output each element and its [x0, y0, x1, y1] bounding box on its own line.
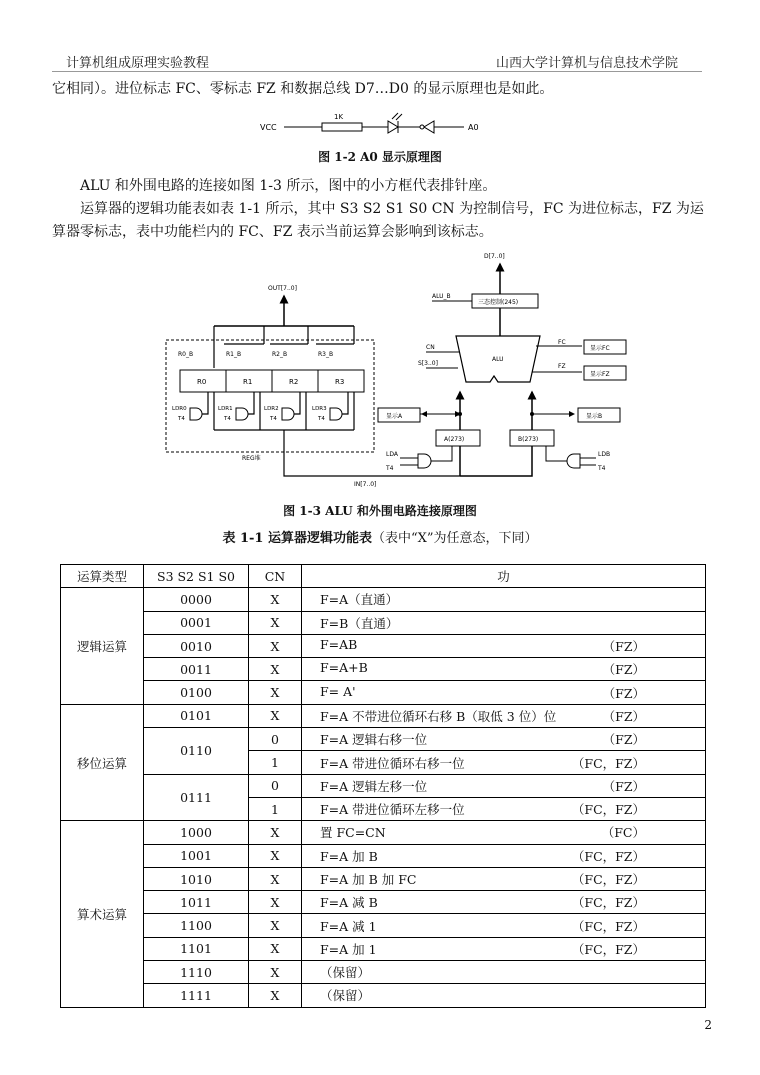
cell-code: 0110 — [144, 728, 249, 775]
table-row — [61, 867, 706, 890]
fig1-resistor-label: 1K — [334, 113, 344, 121]
table-row — [61, 658, 706, 681]
page-header-left: 计算机组成原理实验教程 — [66, 56, 210, 71]
fn-text: （保留） — [320, 965, 371, 981]
cell-code: 1000 — [144, 821, 249, 844]
in-bus-label: IN[7..0] — [354, 481, 377, 488]
table-row — [61, 588, 706, 611]
show-fz-label: 显示FZ — [590, 371, 610, 378]
fn-text: F=A 减 B — [320, 895, 378, 911]
cell-cn: 1 — [249, 797, 302, 820]
figure-a0-display — [260, 110, 520, 144]
fn-text: F=A 减 1 — [320, 918, 377, 934]
cell-function — [302, 634, 706, 657]
cell-cn: 1 — [249, 751, 302, 774]
fn-text: F=A 带进位循环左移一位 — [320, 802, 465, 818]
cell-code: 1111 — [144, 984, 249, 1007]
reg-file-label: REG堆 — [242, 455, 261, 462]
cell-code: 1110 — [144, 961, 249, 984]
header-cn: CN — [249, 565, 302, 588]
r2-bus-label: R2_B — [272, 351, 288, 358]
lda-and-gate — [418, 454, 431, 468]
cell-function — [302, 611, 706, 634]
cell-function — [302, 821, 706, 844]
table-row — [61, 984, 706, 1007]
table-title-note: （表中“X”为任意态，下同） — [371, 531, 538, 546]
ldr3-label: LDR3 — [312, 406, 327, 412]
t4-label-0: T4 — [178, 416, 185, 422]
ldr0-label: LDR0 — [172, 406, 187, 412]
cell-code: 1100 — [144, 914, 249, 937]
cell-cn: X — [249, 891, 302, 914]
cn-label: CN — [426, 344, 435, 351]
cell-code: 0000 — [144, 588, 249, 611]
table-row — [61, 611, 706, 634]
cell-function — [302, 774, 706, 797]
t4-label-3: T4 — [318, 416, 325, 422]
led-symbol — [388, 121, 398, 133]
figure-1-3-caption: 图 1-3 ALU 和外围电路连接原理图 — [283, 504, 477, 518]
fn-flags: （FC，FZ） — [571, 941, 645, 957]
cell-function — [302, 681, 706, 704]
header-function: 功 — [302, 565, 706, 588]
ldb-label: LDB — [598, 451, 611, 458]
ldb-t4-label: T4 — [598, 465, 606, 472]
resistor-symbol — [322, 123, 362, 131]
table-row — [61, 681, 706, 704]
figure-1-2-caption: 图 1-2 A0 显示原理图 — [318, 150, 442, 164]
fn-text: F=A 逻辑左移一位 — [320, 778, 428, 794]
ldr3-and-gate — [330, 408, 342, 420]
fn-flags: （FZ） — [602, 662, 645, 678]
cell-function — [302, 751, 706, 774]
ldr2-label: LDR2 — [264, 406, 279, 412]
fn-text: F=A 加 B — [320, 848, 378, 864]
cell-code: 1001 — [144, 844, 249, 867]
table-row — [61, 961, 706, 984]
cell-function — [302, 797, 706, 820]
table-title — [0, 527, 760, 546]
alu-label: ALU — [492, 356, 504, 363]
cell-cn: X — [249, 658, 302, 681]
reg-file-box — [166, 340, 374, 452]
paragraph-1: 它相同）。进位标志 FC、零标志 FZ 和数据总线 D7…D0 的显示原理也是如此。 — [52, 81, 554, 97]
alu-function-table — [60, 564, 706, 1008]
figure-alu-circuit — [160, 248, 630, 493]
cell-cn: X — [249, 681, 302, 704]
table-row — [61, 634, 706, 657]
fig1-vcc-label: VCC — [260, 123, 277, 132]
page-header-right: 山西大学计算机与信息技术学院 — [495, 56, 678, 71]
cell-code: 0011 — [144, 658, 249, 681]
show-fc-label: 显示FC — [590, 345, 610, 352]
fn-flags: （FC） — [601, 825, 645, 841]
cell-cn: 0 — [249, 774, 302, 797]
tristate-label: 三态控制(245) — [478, 299, 519, 306]
table-row — [61, 914, 706, 937]
cell-code: 1011 — [144, 891, 249, 914]
cell-code: 1101 — [144, 937, 249, 960]
cell-function — [302, 867, 706, 890]
ldb-and-gate — [567, 454, 580, 468]
cell-cn: X — [249, 844, 302, 867]
cell-cn: X — [249, 867, 302, 890]
table-row — [61, 821, 706, 844]
header-type: 运算类型 — [61, 565, 144, 588]
cell-code: 0100 — [144, 681, 249, 704]
fz-label: FZ — [558, 363, 566, 370]
fn-text: F=A（直通） — [320, 592, 399, 608]
group-logic: 逻辑运算 — [61, 588, 144, 704]
table-row — [61, 774, 706, 797]
s-signal-label: S[3..0] — [418, 360, 438, 367]
cell-code: 1010 — [144, 867, 249, 890]
ldr1-and-gate — [236, 408, 248, 420]
table-row — [61, 937, 706, 960]
cell-function — [302, 891, 706, 914]
cell-function — [302, 728, 706, 751]
paragraph-3: 运算器的逻辑功能表如表 1-1 所示，其中 S3 S2 S1 S0 CN 为控制信号，FC 为进位标志，FZ 为运算器零标志，表中功能栏内的 FC、FZ 表示当前运算会影响到该标志。 — [52, 201, 704, 240]
cell-function — [302, 937, 706, 960]
register-r2-label: R2 — [289, 378, 299, 386]
ldr2-and-gate — [282, 408, 294, 420]
cell-cn: 0 — [249, 728, 302, 751]
fn-text: F=AB — [320, 637, 358, 653]
ldr0-and-gate — [190, 408, 202, 420]
fn-flags: （FZ） — [602, 639, 645, 655]
a-register-label: A(273) — [444, 436, 465, 443]
fc-label: FC — [558, 339, 566, 346]
ldr1-label: LDR1 — [218, 406, 233, 412]
cell-cn: X — [249, 914, 302, 937]
cell-code: 0001 — [144, 611, 249, 634]
register-r0-label: R0 — [197, 378, 207, 386]
cell-function — [302, 914, 706, 937]
cell-cn: X — [249, 634, 302, 657]
fn-flags: （FZ） — [602, 685, 645, 701]
cell-code: 0010 — [144, 634, 249, 657]
r1-bus-label: R1_B — [226, 351, 242, 358]
fn-flags: （FZ） — [602, 732, 645, 748]
fn-text: F=A 加 B 加 FC — [320, 872, 417, 887]
page-number: 2 — [704, 1018, 712, 1032]
fn-flags: （FC，FZ） — [571, 755, 645, 771]
cell-cn: X — [249, 611, 302, 634]
show-a-label: 显示A — [386, 413, 403, 420]
table-row — [61, 704, 706, 727]
cell-function — [302, 844, 706, 867]
lda-t4-label: T4 — [386, 465, 394, 472]
table-row — [61, 728, 706, 751]
cell-code: 0111 — [144, 774, 249, 821]
fn-text: F=A 带进位循环右移一位 — [320, 755, 465, 771]
fn-text: F=B（直通） — [320, 615, 399, 631]
table-header-row — [61, 565, 706, 588]
fn-flags: （FC，FZ） — [571, 872, 645, 887]
cell-cn: X — [249, 704, 302, 727]
fig1-out-label: A0 — [468, 123, 479, 132]
t4-label-2: T4 — [270, 416, 277, 422]
fn-flags: （FZ） — [602, 778, 645, 794]
d-bus-label: D[7..0] — [484, 253, 505, 260]
fn-text: 置 FC=CN — [320, 825, 386, 841]
table-title-main: 表 1-1 运算器逻辑功能表 — [222, 531, 372, 546]
cell-cn: X — [249, 961, 302, 984]
show-b-label: 显示B — [586, 413, 603, 420]
fn-text: F=A 加 1 — [320, 941, 377, 957]
b-register-label: B(273) — [518, 436, 539, 443]
cell-function — [302, 658, 706, 681]
group-arith: 算术运算 — [61, 821, 144, 1007]
fn-flags: （FC，FZ） — [571, 848, 645, 864]
fn-text: （保留） — [320, 988, 371, 1004]
lda-label: LDA — [386, 451, 398, 458]
fn-text: F=A 逻辑右移一位 — [320, 732, 428, 748]
r0-bus-label: R0_B — [178, 351, 194, 358]
cell-cn: X — [249, 937, 302, 960]
table-row — [61, 844, 706, 867]
cell-function — [302, 984, 706, 1007]
cell-function — [302, 588, 706, 611]
r3-bus-label: R3_B — [318, 351, 334, 358]
table-row — [61, 891, 706, 914]
cell-code: 0101 — [144, 704, 249, 727]
fn-text: F=A+B — [320, 660, 368, 676]
t4-label-1: T4 — [224, 416, 231, 422]
cell-function — [302, 704, 706, 727]
fn-flags: （FZ） — [602, 708, 645, 724]
fn-text: F=A 不带进位循环右移 B（取低 3 位）位 — [320, 708, 557, 724]
cell-cn: X — [249, 821, 302, 844]
register-r1-label: R1 — [243, 378, 253, 386]
fn-flags: （FC，FZ） — [571, 918, 645, 934]
fn-flags: （FC，FZ） — [571, 802, 645, 818]
register-r3-label: R3 — [335, 378, 345, 386]
cell-function — [302, 961, 706, 984]
paragraph-2: ALU 和外围电路的连接如图 1-3 所示，图中的小方框代表排针座。 — [80, 178, 497, 194]
alu-b-label: ALU_B — [432, 293, 451, 300]
header-code: S3 S2 S1 S0 — [144, 565, 249, 588]
cell-cn: X — [249, 588, 302, 611]
cell-cn: X — [249, 984, 302, 1007]
header-rule — [52, 71, 702, 72]
group-shift: 移位运算 — [61, 704, 144, 820]
fn-text: F= A' — [320, 683, 356, 699]
out-bus-label: OUT[7..0] — [268, 285, 297, 292]
inverter-symbol — [424, 121, 434, 133]
fn-flags: （FC，FZ） — [571, 895, 645, 911]
